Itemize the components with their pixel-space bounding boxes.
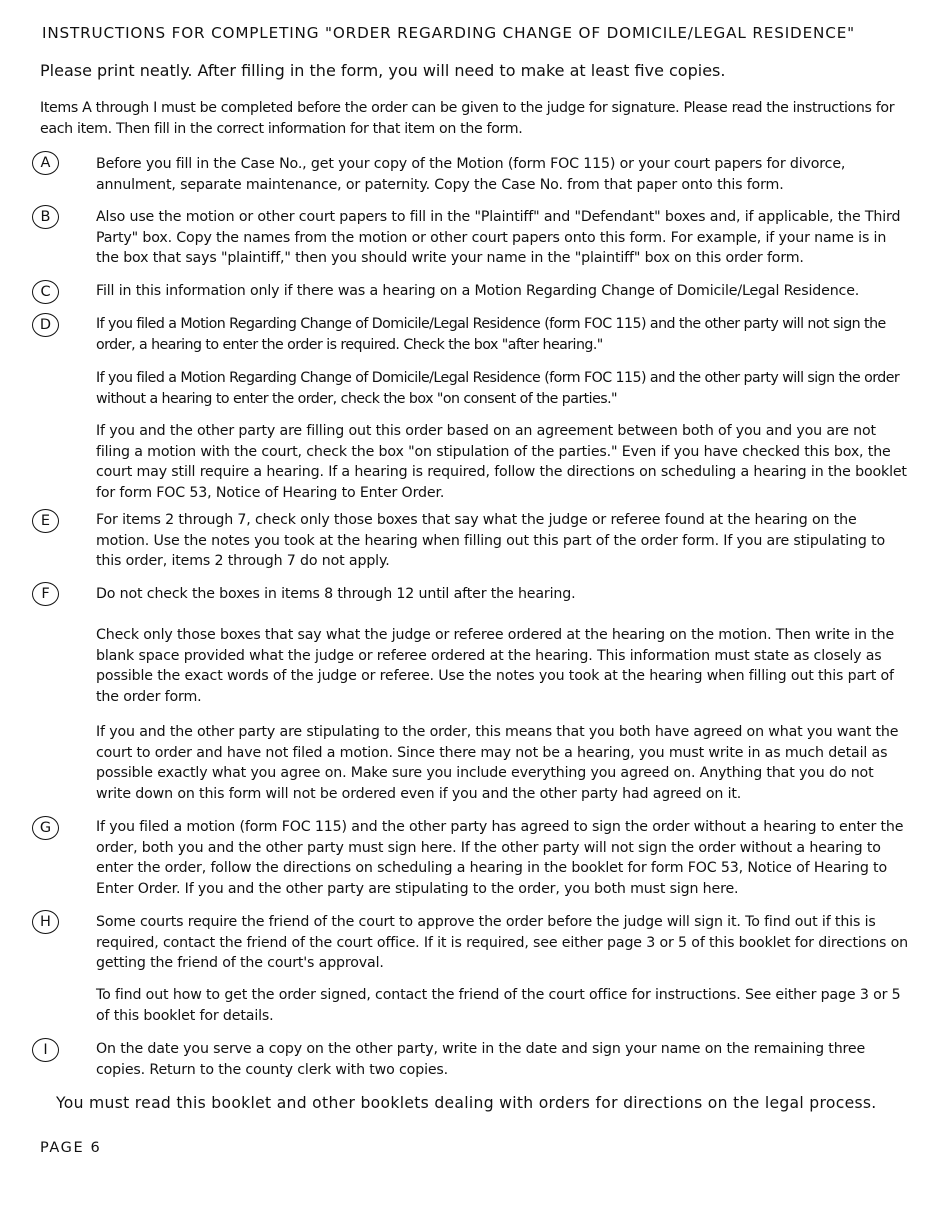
item-f-marker: F bbox=[32, 582, 59, 606]
item-b-marker: B bbox=[32, 205, 59, 229]
print-note: Please print neatly. After filling in the form, you will need to make at least five copies. bbox=[40, 61, 726, 80]
item-h-text-2: To find out how to get the order signed, contact the friend of the court office for instructions. See either page 3 or 5 of this booklet for details. bbox=[96, 987, 901, 1024]
item-d-text-2: If you filed a Motion Regarding Change of Domicile/Legal Residence (form FOC 115) and the other party will sign the order without a hearing to enter the order, check the box "on consent of the parties." bbox=[96, 370, 900, 407]
page-number: PAGE 6 bbox=[40, 1140, 102, 1156]
item-g-marker: G bbox=[32, 816, 59, 840]
intro-paragraph: Items A through I must be completed before the order can be given to the judge for signature. Please read the instructions for each item. Then fill in the correct information for that item on the form. bbox=[40, 100, 895, 137]
item-a-marker: A bbox=[32, 151, 59, 175]
item-h-text-1: Some courts require the friend of the court to approve the order before the judge will sign it. To find out if this is required, contact the friend of the court office. If it is required, see either page 3 or 5 of this booklet for directions on getting the friend of the court's approval. bbox=[96, 914, 909, 971]
item-c-marker: C bbox=[32, 280, 59, 304]
item-f-text-3: If you and the other party are stipulating to the order, this means that you both have agreed on what you want the court to order and have not filed a motion. Since there may not be a hearing, you must write in as much detail as possible exactly what you agree on. Make sure you include everything you agreed on. Anything that you do not write down on this form will not be ordered even if you and the other party had agreed on it. bbox=[96, 724, 899, 802]
item-b-text: Also use the motion or other court papers to fill in the "Plaintiff" and "Defendant" boxes and, if applicable, the Third Party" box. Copy the names from the motion or other court papers onto this form. For example, if your name is in the box that says "plaintiff," then you should write your name in the "plaintiff" box on this order form. bbox=[96, 209, 901, 266]
item-i-text: On the date you serve a copy on the other party, write in the date and sign your name on the remaining three copies. Return to the county clerk with two copies. bbox=[96, 1041, 866, 1078]
item-d-marker: D bbox=[32, 313, 59, 337]
closing-note: You must read this booklet and other booklets dealing with orders for directions on the legal process. bbox=[56, 1094, 877, 1112]
item-i-marker: I bbox=[32, 1038, 59, 1062]
item-f-text-1: Do not check the boxes in items 8 through 12 until after the hearing. bbox=[96, 586, 576, 602]
item-e-marker: E bbox=[32, 509, 59, 533]
item-e-text: For items 2 through 7, check only those boxes that say what the judge or referee found at the hearing on the motion. Use the notes you took at the hearing when filling out this part of the order form. If you are stipulating to this order, items 2 through 7 do not apply. bbox=[96, 512, 886, 569]
item-f-text-2: Check only those boxes that say what the judge or referee ordered at the hearing on the motion. Then write in the blank space provided what the judge or referee ordered at the hearing. This information must state as closely as possible the exact words of the judge or referee. Use the notes you took at the hearing when filling out this part of the order form. bbox=[96, 627, 895, 705]
item-h-marker: H bbox=[32, 910, 59, 934]
item-c-text: Fill in this information only if there was a hearing on a Motion Regarding Change of Domicile/Legal Residence. bbox=[96, 283, 860, 299]
page-title: INSTRUCTIONS FOR COMPLETING "ORDER REGARDING CHANGE OF DOMICILE/LEGAL RESIDENCE" bbox=[42, 24, 855, 42]
item-d-text-1: If you filed a Motion Regarding Change of Domicile/Legal Residence (form FOC 115) and the other party will not sign the order, a hearing to enter the order is required. Check the box "after hearing." bbox=[96, 316, 886, 353]
item-d-text-3: If you and the other party are filling out this order based on an agreement between both of you and you are not filing a motion with the court, check the box "on stipulation of the parties." Even if you have checked this box, the court may still require a hearing. If a hearing is required, follow the directions on scheduling a hearing in the booklet for form FOC 53, Notice of Hearing to Enter Order. bbox=[96, 423, 907, 501]
item-a-text: Before you fill in the Case No., get your copy of the Motion (form FOC 115) or your court papers for divorce, annulment, separate maintenance, or paternity. Copy the Case No. from that paper onto this form. bbox=[96, 156, 846, 193]
item-g-text: If you filed a motion (form FOC 115) and the other party has agreed to sign the order without a hearing to enter the order, both you and the other party must sign here. If the other party will not sign the order without a hearing to enter the order, follow the directions on scheduling a hearing in the booklet for form FOC 53, Notice of Hearing to Enter Order. If you and the other party are stipulating to the order, you both must sign here. bbox=[96, 819, 904, 897]
